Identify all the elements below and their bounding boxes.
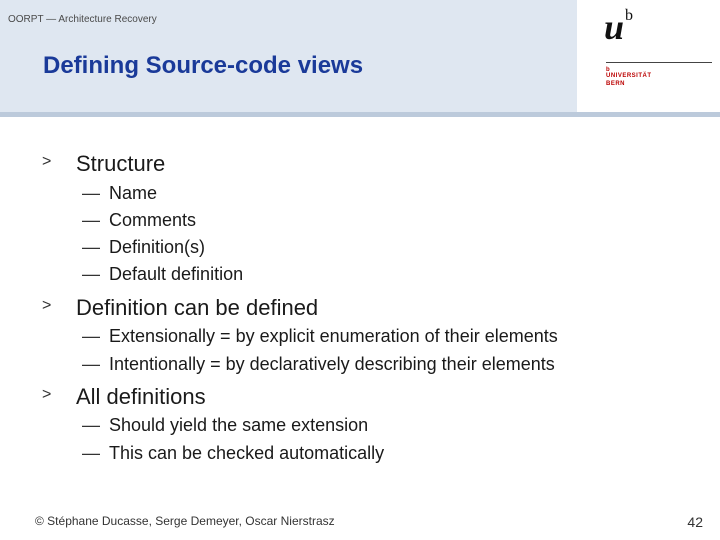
sub-bullet-text: This can be checked automatically bbox=[109, 443, 385, 463]
sub-bullet-text: Definition(s) bbox=[109, 237, 206, 257]
dash-marker: — bbox=[82, 443, 100, 463]
bullet-text: Definition can be defined bbox=[76, 295, 319, 320]
dash-marker: — bbox=[82, 237, 100, 257]
sub-bullet-text: Intentionally = by declaratively describing their elements bbox=[109, 354, 555, 374]
logo-mark-superscript: b bbox=[625, 7, 634, 24]
bullet-text: Structure bbox=[76, 151, 166, 176]
bullet-marker: > bbox=[42, 386, 52, 403]
footer-authors: © Stéphane Ducasse, Serge Demeyer, Oscar Nierstrasz bbox=[35, 514, 335, 528]
course-label: OORPT — Architecture Recovery bbox=[8, 14, 157, 25]
page-number: 42 bbox=[687, 514, 703, 530]
sub-bullet-text: Extensionally = by explicit enumeration of their elements bbox=[109, 326, 558, 346]
university-logo bbox=[604, 6, 714, 96]
page-title: Defining Source-code views bbox=[43, 52, 364, 79]
logo-line-3: BERN bbox=[606, 81, 626, 87]
logo-mark-letter: u bbox=[604, 7, 625, 47]
bullet-marker: > bbox=[42, 153, 52, 170]
dash-marker: — bbox=[82, 210, 100, 230]
sub-bullet-text: Should yield the same extension bbox=[109, 415, 369, 435]
dash-marker: — bbox=[82, 183, 100, 203]
bullet-text: All definitions bbox=[76, 384, 206, 409]
dash-marker: — bbox=[82, 326, 100, 346]
bullet-marker: > bbox=[42, 297, 52, 314]
dash-marker: — bbox=[82, 415, 100, 435]
logo-rule bbox=[606, 62, 712, 63]
logo-line-2: UNIVERSITÄT bbox=[606, 73, 652, 79]
sub-bullet-text: Default definition bbox=[109, 264, 244, 284]
dash-marker: — bbox=[82, 354, 100, 374]
header-divider bbox=[0, 112, 720, 117]
dash-marker: — bbox=[82, 264, 100, 284]
logo-mark bbox=[604, 6, 633, 48]
sub-bullet-text: Comments bbox=[109, 210, 197, 230]
logo-line-1: b bbox=[606, 67, 610, 73]
sub-bullet-text: Name bbox=[109, 183, 158, 203]
